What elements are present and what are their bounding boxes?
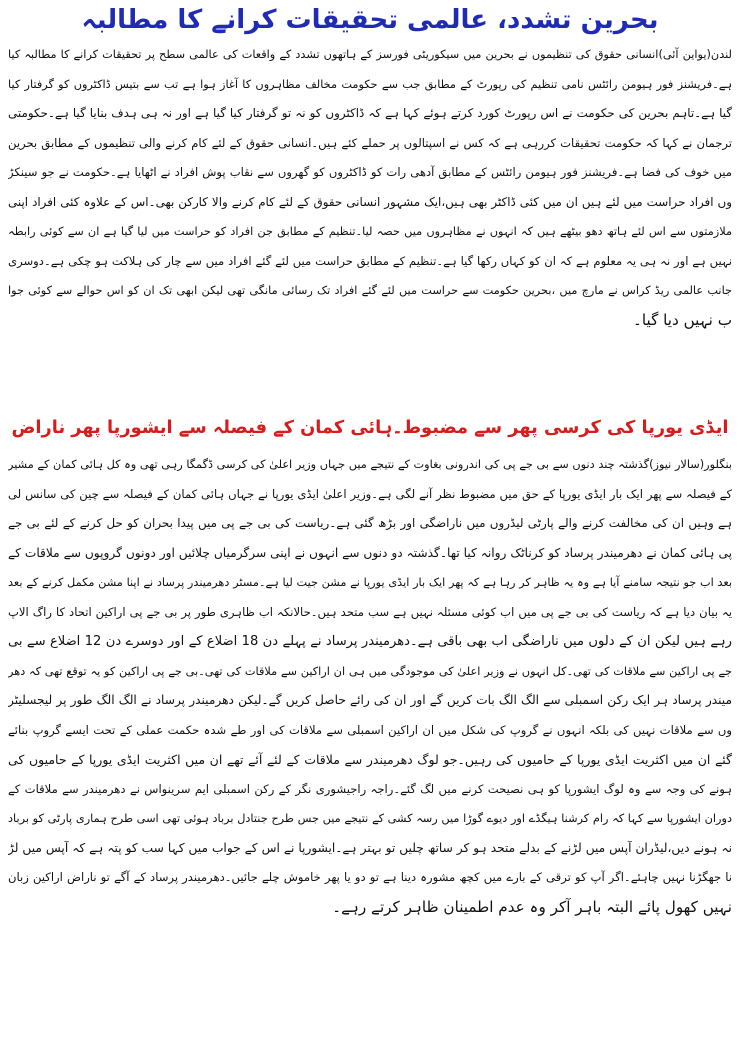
body-line: بعد اب جو نتیجہ سامنے آیا ہے وہ یہ ظاہر کر رہا ہے کہ پھر ایک بار ایڈی یورپا نے مشن جیت لیا ہے۔مسٹر دھرمیندر پرساد نے اپنا مشن مکمل کرنے کے بعد	[8, 576, 732, 589]
body-line: ب نہیں دیا گیا۔	[632, 310, 732, 329]
body-line: جانب عالمی ریڈ کراس نے مارچ میں ،بحرین حکومت سے حراست میں لئے گئے افراد تک رسائی مانگی تھی لیکن ابھی تک ان کو اس حوالے سے کوئی جوا	[8, 284, 732, 297]
body-line: ہے وہیں ان کی مخالفت کرنے والے پارٹی لیڈروں میں ناراضگی اور بڑھ گئی ہے۔ریاست کی بی جے پی میں پیدا بحران کو حل کرنے کے لئے بی جے	[8, 516, 732, 530]
article-bahrain-body	[8, 40, 732, 394]
headline-bahrain: بحرین تشدد، عالمی تحقیقات کرانے کا مطالبہ	[81, 5, 659, 35]
body-line: میں خوف کی فضا ہے۔فریشنز فور ہیومن رائٹس کے مطابق آدھی رات کو ڈاکٹروں کو گھروں سے نقاب پوش افراد نے اٹھایا ہے۔حکومت نے جو سینکڑ	[8, 165, 732, 179]
body-line: ترجمان نے کہا کہ حکومت تحقیقات کررہی ہے کہ کس نے اسپتالوں پر حملے کئے ہیں۔انسانی حقوق کے لئے کام کرنے والی تنظیموں کے مطابق بحرین	[8, 135, 732, 150]
body-line: نہ ہونے دیں،لیڈران آپس میں لڑنے کے بدلے متحد ہو کر ساتھ چلیں تو بہتر ہے۔ایشورپا نے اس کے جواب میں کہا سب کو پتہ ہے کہ آپس میں لڑ	[8, 840, 732, 855]
body-line: ملازمتوں سے اس لئے ہاتھ دھو بیٹھے ہیں کہ انہوں نے مظاہروں میں حصہ لیا۔تنظیم کے مطابق جن افراد کو حراست میں لیا گیا ہے ان سے کوئی رابطہ	[8, 225, 732, 238]
body-line: لندن(یواین آئی)انسانی حقوق کی تنظیموں نے بحرین میں سیکوریٹی فورسز کے ہاتھوں تشدد کے واقعات کی عالمی سطح پر تحقیقات کرانے کا مطالبہ کیا	[8, 48, 732, 61]
body-line: وں افراد حراست میں لئے ہیں ان میں کئی ڈاکٹر بھی ہیں،ایک مشہور انسانی حقوق کے لئے کام کرنے والا کارکن بھی۔اس کے علاوہ کئی افراد اپنی	[8, 194, 732, 209]
body-line: جے پی اراکین سے ملاقات کی تھی۔کل انہوں نے وزیر اعلیٰ کی موجودگی میں ہی ان اراکین سے ملاقات کی تھی۔بی جے پی اراکین کو یہ توقع تھی کہ دھر	[8, 664, 732, 678]
body-line: پی ہائی کمان نے دھرمیندر پرساد کو کرناٹک روانہ کیا تھا۔گذشتہ دو دنوں سے انہوں نے اپنی سرگرمیاں چلائیں اور دونوں گروپوں سے ملاقات کے	[8, 545, 732, 560]
body-line: گئے ان میں اکثریت ایڈی یورپا کے حامیوں کی رہیں۔جو لوگ دھرمیندر سے ملاقات کے لئے آئے تھے ان میں اکثریت ایڈی یورپا کے حامیوں کی	[8, 752, 732, 767]
body-line: نا جھگڑنا نہیں چاہئے۔اگر آپ کو ترقی کے بارے میں کچھ مشورہ دینا ہے تو دو یا پھر خاموش چلے جائیں۔دھرمیندر پرساد کے آگے تو ناراض اراکین زبان	[8, 870, 732, 884]
body-line: رہے ہیں لیکن ان کے دلوں میں ناراضگی اب بھی باقی ہے۔دھرمیندر پرساد نے پہلے دن 18 اضلاع کے اور دوسرے دن 12 اضلاع سے بی	[8, 634, 732, 649]
body-line: یہ بیان دیا ہے کہ ریاست کی بی جے پی میں اب کوئی مسئلہ نہیں ہے سب متحد ہیں۔حالانکہ اب ظاہری طور پر بی جے پی اراکین اتحاد کا راگ الاپ	[8, 604, 732, 619]
body-line: نہیں ہے اور نہ ہی یہ معلوم ہے کہ ان کو کہاں رکھا گیا ہے۔تنظیم کے مطابق حراست میں لئے گئے افراد میں سے چار کی ہلاکت ہو چکی ہے۔دوسری	[8, 253, 732, 268]
article-yeddyurappa-body	[8, 450, 732, 1040]
body-line: وں سے ملاقات نہیں کی بلکہ انہوں نے گروپ کی شکل میں ان اراکین اسمبلی سے ملاقات کی اور طے شدہ حکمت عملی کے تحت ایسے گروپ بنائے	[8, 722, 732, 737]
headline-yeddyurappa: ایڈی یورپا کی کرسی پھر سے مضبوط۔ہائی کمان کے فیصلہ سے ایشورپا پھر ناراض	[11, 417, 729, 438]
body-line: دوران ایشورپا سے کہا کہ رام کرشنا ہیگڈے اور دیوے گوڑا میں رسہ کشی کے نتیجے میں جس طرح جنتادل برباد ہوئی تھی اسی طرح ہماری پارٹی کو برباد	[8, 812, 732, 825]
body-line: بنگلور(سالار نیوز)گذشتہ چند دنوں سے بی جے پی کی اندرونی بغاوت کے نتیجے میں جہاں وزیر اعلیٰ کی کرسی ڈگمگا رہی تھی وہ کل ہائی کمان کے مشیر	[8, 458, 732, 471]
body-line: ہونے کی وجہ سے وہ لوگ ایشورپا کو ہی نصیحت کرنے میں لگ گئے۔راجہ راجیشوری نگر کے رکن اسمبلی ایم سرینواس نے دھرمیندر سے ملاقات کے	[8, 781, 732, 796]
body-line: نہیں کھول پائے البتہ باہر آکر وہ عدم اطمینان ظاہر کرتے رہے۔	[332, 897, 732, 916]
body-line: گیا ہے۔تاہم بحرین کی حکومت نے اس رپورٹ کورد کرتے ہوئے کہا ہے کہ ڈاکٹروں کو نہ تو گرفتار کیا گیا ہے اور نہ ہی ہدف بنایا گیا ہے۔حکومتی	[8, 106, 732, 120]
body-line: ہے۔فریشنز فور ہیومن رائٹس نامی تنظیم کی رپورٹ کے مطابق جب سے حکومت مخالف مظاہروں کا آغاز ہوا ہے تب سے بتیس ڈاکٹروں کو گرفتار کیا	[8, 77, 732, 91]
body-line: میندر پرساد ہر ایک رکن اسمبلی سے الگ الگ بات کریں گے اور ان کی رائے حاصل کریں گے۔لیکن دھرمیندر پرساد نے الگ الگ طور پر لیجسلیٹر	[8, 693, 732, 707]
body-line: کے فیصلہ سے پھر ایک بار ایڈی یورپا کے حق میں مضبوط نظر آنے لگی ہے۔وزیر اعلیٰ ایڈی یورپا نے جہاں ہائی کمان کے فیصلہ سے چین کی سانس لی	[8, 486, 732, 501]
